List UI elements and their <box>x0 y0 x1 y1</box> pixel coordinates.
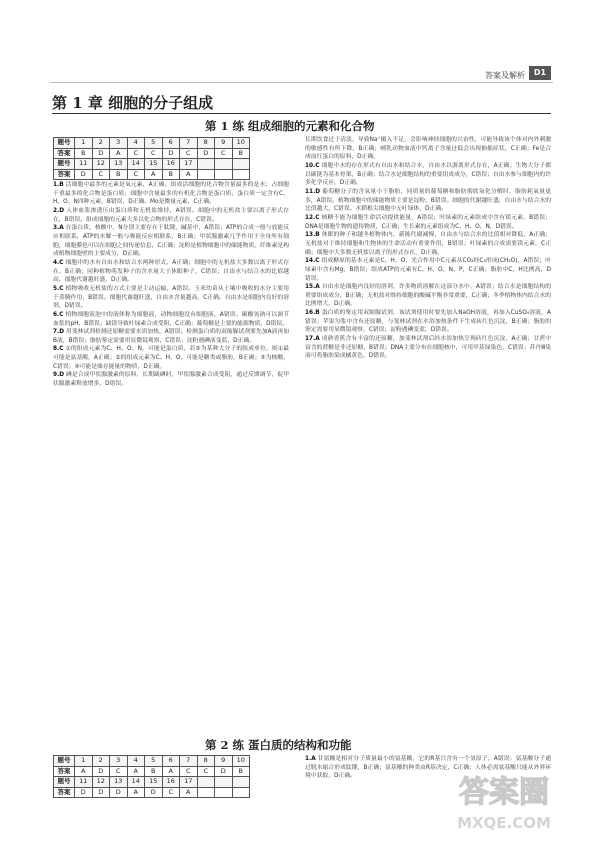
item-text: 蛋白质的鉴定用双缩脲试剂，该试剂使用时要先加入NaOH溶液，再加入CuSO₄溶液，A错误；苹果匀浆中含有还原糖，与斐林试剂在水浴加热条件下生成砖红色沉淀，B正确；脂肪的鉴定需要用显微镜观察，C错误；淀粉遇碘变蓝，D错误。 <box>305 310 551 334</box>
table-cell: 10 <box>232 756 250 767</box>
table-cell: C <box>180 766 198 777</box>
explanation-item <box>305 136 551 162</box>
table-cell: 17 <box>180 159 198 170</box>
header-label: 答案及解析 <box>485 71 525 80</box>
right-column <box>305 136 551 361</box>
table-cell: D <box>92 148 110 159</box>
table-cell <box>232 777 250 788</box>
table-cell <box>197 777 215 788</box>
table-cell: 6 <box>162 756 180 767</box>
explanation-item <box>305 231 551 257</box>
watermark-text: 答案圈 <box>459 775 549 810</box>
table-cell: 答案 <box>54 766 75 777</box>
table-cell: C <box>162 787 180 798</box>
table-cell <box>197 169 215 180</box>
explanation-item <box>53 181 289 207</box>
table-cell: C <box>145 148 163 159</box>
item-number: 7.D <box>53 329 65 336</box>
item-text: 甘氨酸是相对分子质量最小的氨基酸，它的R基只含有一个氢原子，A错误；氨基酸分子通过脱水缩合形成肽键，B正确；氨基酸的种类由R基决定，C正确；人体必需氨基酸只能从外界环境中获取，D正确。 <box>305 756 552 780</box>
explanation-item <box>53 285 289 311</box>
explanation-item <box>305 162 551 188</box>
explanation-item <box>305 188 551 214</box>
table-cell: A <box>110 148 128 159</box>
section-title-1: 第 1 练 组成细胞的元素和化合物 <box>205 119 375 133</box>
table-cell: 3 <box>110 756 128 767</box>
table-cell: A <box>180 787 198 798</box>
table-cell: A <box>75 766 93 777</box>
explanation-item <box>53 328 289 345</box>
answer-table-2 <box>53 755 250 798</box>
table-cell: 1 <box>75 138 93 149</box>
item-text: 碘是合成甲状腺激素的原料，长期缺碘时，甲状腺激素合成受阻，通过反馈调节，促甲状腺激素释放增多，D错误。 <box>53 372 289 388</box>
table-cell: D <box>75 787 93 798</box>
item-number: 16.B <box>305 310 320 317</box>
item-text: 核糖不能为细胞生命活动提供能量，A错误；叶绿素的元素组成中含有镁元素，B错误；DNA是细胞生物的遗传物质，C正确；生长素的元素组成为C、H、O、N，D错误。 <box>305 214 551 230</box>
answer-table-1 <box>53 137 250 180</box>
explanation-item <box>305 309 551 335</box>
item-text: 成熟香蕉含有丰富的还原糖，加斐林试剂后经水浴加热呈现砖红色沉淀，A正确；甘蔗中富含的蔗糖是非还原糖，B错误；DNA主要分布在细胞核中，可用甲基绿染色，C错误；苏丹Ⅲ染液可将脂肪染成橘黄色，D错误。 <box>305 336 552 360</box>
item-text: 休眠的种子和越冬植物体内，新陈代谢减慢，自由水与结合水的比值相对降低，A正确；无机盐对于维持细胞和生物体的生命活动有重要作用，B错误；叶绿素的合成需要镁元素，C正确；细胞中大多数无机盐以离子的形式存在，D正确。 <box>305 232 552 256</box>
table-cell: 4 <box>127 138 145 149</box>
item-number: 12.C <box>305 214 320 221</box>
table-cell: 9 <box>215 138 233 149</box>
table-cell: 题号 <box>54 756 75 767</box>
table-cell: 7 <box>180 756 198 767</box>
item-number: 17.A <box>305 336 320 343</box>
table-cell: 题号 <box>54 777 75 788</box>
table-cell: B <box>162 169 180 180</box>
table-cell: 10 <box>232 138 250 149</box>
table-cell: A <box>162 766 180 777</box>
item-number: 13.B <box>305 232 320 239</box>
table-cell: C <box>127 148 145 159</box>
table-cell: 6 <box>162 138 180 149</box>
item-text: 植物细胞液泡中的液体称为细胞液，动物细胞没有细胞液，A错误。碳酸氢钠可以调节血浆的pH，B错误；缺镁导致叶绿素合成受阻，C正确；葡萄糖是主要的能源物质，D错误。 <box>53 311 290 327</box>
table-cell: 14 <box>127 777 145 788</box>
item-text: 自由水是细胞内良好的溶剂，许多物质溶解在这部分水中，A错误；结合水是细胞结构的重要组成成分，B正确；无机盐对维持细胞的酸碱平衡非常重要，C正确；冬季植物体内结合水的比例增大，D正确。 <box>305 284 552 308</box>
table-cell: 题号 <box>54 159 75 170</box>
table-cell: D <box>197 148 215 159</box>
table-row <box>54 148 250 159</box>
item-text: 葡萄糖分子的含氧量小于脂肪，同质量的葡萄糖和脂肪彻底氧化分解时，脂肪耗氧量更多，A错误。植物细胞中的储能物质主要是淀粉，B错误。细胞的代谢越旺盛，自由水与结合水的比值越大，C错误。水稻根尖细胞中无叶绿体，D正确。 <box>305 188 551 213</box>
table-cell: 答案 <box>54 169 75 180</box>
item-number: 8.C <box>53 346 64 353</box>
table-cell <box>197 159 215 170</box>
table-cell: C <box>197 766 215 777</box>
table-cell: B <box>232 766 250 777</box>
item-number: 9.D <box>53 372 65 379</box>
table-cell: 15 <box>145 159 163 170</box>
item-number: 11.D <box>305 188 321 195</box>
table-cell: A <box>127 766 145 777</box>
item-number: 2.D <box>53 207 65 214</box>
item-number: 1.B <box>53 182 64 188</box>
table-cell: 14 <box>127 159 145 170</box>
chapter-rule <box>52 113 551 114</box>
table-cell: 17 <box>180 777 198 788</box>
table-cell: 4 <box>127 756 145 767</box>
explanation-item <box>305 214 551 231</box>
table-cell: 3 <box>110 138 128 149</box>
page-badge: D1 <box>529 66 551 80</box>
item-text: 人体血浆渗透压由蛋白质和无机盐维持，A错误。细胞中的无机盐主要以离子形式存在，B错误。组成细胞的元素大多以化合物的形式存在，C错误。 <box>53 207 289 223</box>
table-cell: 1 <box>75 756 93 767</box>
table-cell: D <box>145 787 163 798</box>
table-cell: C <box>180 148 198 159</box>
item-text: 细胞中的水有自由水和结合水两种形式，A正确；细胞中的无机盐大多数以离子形式存在，B正确；同种植物萌发种子的含水量大于休眠种子，C错误；自由水与结合水的比值越高，细胞代谢越旺盛，D正确。 <box>53 259 290 284</box>
item-text: 用斐林试剂检测还原糖需要水浴加热，A错误；检测蛋白质的双缩脲试剂要先加A液再加B液，B错误；脂肪鉴定需要用显微镜观察，C错误；淀粉遇碘液变蓝，D正确。 <box>53 329 290 344</box>
table-cell <box>232 787 250 798</box>
table-cell: 13 <box>110 159 128 170</box>
item-number: 10.C <box>305 162 320 169</box>
table-cell: D <box>92 787 110 798</box>
table-cell: D <box>215 766 233 777</box>
item-text: 植物吸收无机盐的方式主要是主动运输，A错误。玉米幼苗从土壤中吸收的水分主要用于蒸腾作用，B错误。细胞代谢越旺盛，自由水含量越高，C正确。自由水是细胞内良好的溶剂，D错误。 <box>53 285 290 310</box>
table-cell: 8 <box>197 756 215 767</box>
table-cell: 16 <box>162 159 180 170</box>
header-rule <box>50 82 553 83</box>
table-cell: C <box>215 148 233 159</box>
table-cell: 12 <box>92 159 110 170</box>
table-cell: B <box>232 148 250 159</box>
table-cell <box>215 169 233 180</box>
table-cell: A <box>127 787 145 798</box>
table-cell: 2 <box>92 138 110 149</box>
table-cell: 12 <box>92 777 110 788</box>
explanation-item <box>305 257 551 283</box>
table-cell: D <box>110 787 128 798</box>
table-row <box>54 766 250 777</box>
chapter-title: 第 1 章 细胞的分子组成 <box>52 94 214 112</box>
table-cell <box>197 787 215 798</box>
table-cell: 8 <box>197 138 215 149</box>
explanation-item <box>53 371 289 388</box>
table-row <box>54 756 250 767</box>
table-cell: 16 <box>162 777 180 788</box>
table-cell: 9 <box>215 756 233 767</box>
table-cell: A <box>145 169 163 180</box>
table-cell: B <box>110 169 128 180</box>
page-header <box>0 0 593 92</box>
item-number: 14.C <box>305 258 320 265</box>
table-cell: B <box>75 148 93 159</box>
explanation-item <box>53 207 289 224</box>
table-row <box>54 777 250 788</box>
table-cell: C <box>127 169 145 180</box>
explanation-item <box>305 335 551 361</box>
table-cell: 2 <box>92 756 110 767</box>
table-cell: 5 <box>145 756 163 767</box>
table-cell <box>232 159 250 170</box>
table-row <box>54 159 250 170</box>
item-text: 活细胞中最多的元素是氧元素，A正确。组成活细胞的化合物含量最多的是水；占细胞干重最多的化合物是蛋白质；细胞中含量最多的有机化合物是蛋白质，蛋白质一定含有C、H、O、N四种元素，B错误，D正确。Mo是微量元素，C正确。 <box>53 182 290 206</box>
item-text: 细胞中水的存在形式有自由水和结合水，自由水以游离形式存在，A正确；生物大分子都以碳链为基本骨架，B正确；结合水是细胞结构的重要组成成分，C错误；自由水参与细胞内的许多化学反应，D正确。 <box>305 162 552 187</box>
item-number: 15.A <box>305 284 320 291</box>
table-row <box>54 169 250 180</box>
table-row <box>54 138 250 149</box>
item-text: 长期饮食过于清淡，导致Na⁺摄入不足，会影响神经细胞的兴奋性，可能导致该个体对内外刺激的敏感性有所下降，B正确；哺乳动物血液中钙离子含量过低会出现抽搐症状，C正确；Fe是合成血红蛋白的原料，D正确。 <box>305 137 551 161</box>
table-cell: 答案 <box>54 787 75 798</box>
table-cell <box>215 159 233 170</box>
section-title-2: 第 2 练 蛋白质的结构和功能 <box>205 738 352 752</box>
table-cell: C <box>110 766 128 777</box>
table-cell: D <box>92 766 110 777</box>
table-cell: A <box>180 169 198 180</box>
item-text: 在蛋白质、核酸中，N分别主要存在于肽键、碱基中，A错误；ATP的合成一般与放能反应相联系，ATP的水解一般与吸能反应相联系，B正确；甲状腺激素几乎作用于全身所有细胞，细胞膜也可以在细胞之间传递信息，C正确；淀粉是植物细胞中的储能物质，纤维素是构成植物细胞壁的主要成分，D正确。 <box>53 225 289 258</box>
table-cell: B <box>145 766 163 777</box>
table-cell: C <box>92 169 110 180</box>
explanation-item <box>53 311 289 328</box>
table-cell: 13 <box>110 777 128 788</box>
table-cell: 11 <box>75 777 93 788</box>
table-cell <box>215 787 233 798</box>
item-number: 4.C <box>53 259 64 266</box>
table-cell <box>232 169 250 180</box>
table-cell: 题号 <box>54 138 75 149</box>
item-number: 5.C <box>53 285 64 292</box>
item-number: 1.A <box>305 756 316 762</box>
watermark-logo <box>429 764 579 838</box>
left-column <box>53 181 289 389</box>
explanation-item <box>53 345 289 371</box>
item-text: ①的组成元素为C、H、O、N，可能是蛋白质，若③为某种大分子的组成单位，则①最可能是氨基酸，A正确；②的组成元素为C、H、O，可能是糖类或脂肪，B正确；③为核酸，C错误；④可能是储存能量的物质，D正确。 <box>53 346 289 370</box>
table-cell: D <box>162 148 180 159</box>
explanation-item <box>305 283 551 309</box>
item-text: 组成糖原的基本元素是C、H、O，光合作用中C元素从CO₂经C₃形成(CH₂O)，A错误；叶绿素中含有Mg，B错误；组成ATP的元素有C、H、O、N、P，C正确；脂肪中C、H比例高，D错误。 <box>305 258 551 282</box>
table-cell: 5 <box>145 138 163 149</box>
watermark-url: MXQE.COM <box>457 814 551 832</box>
table-cell: 答案 <box>54 148 75 159</box>
item-number: 3.A <box>53 225 64 232</box>
table-cell: 15 <box>145 777 163 788</box>
item-number: 6.C <box>53 311 64 318</box>
table-cell: D <box>75 169 93 180</box>
table-row <box>54 787 250 798</box>
explanation-item <box>53 224 289 259</box>
explanation-item <box>53 259 289 285</box>
table-cell <box>215 777 233 788</box>
table-cell: 7 <box>180 138 198 149</box>
table-cell: 11 <box>75 159 93 170</box>
